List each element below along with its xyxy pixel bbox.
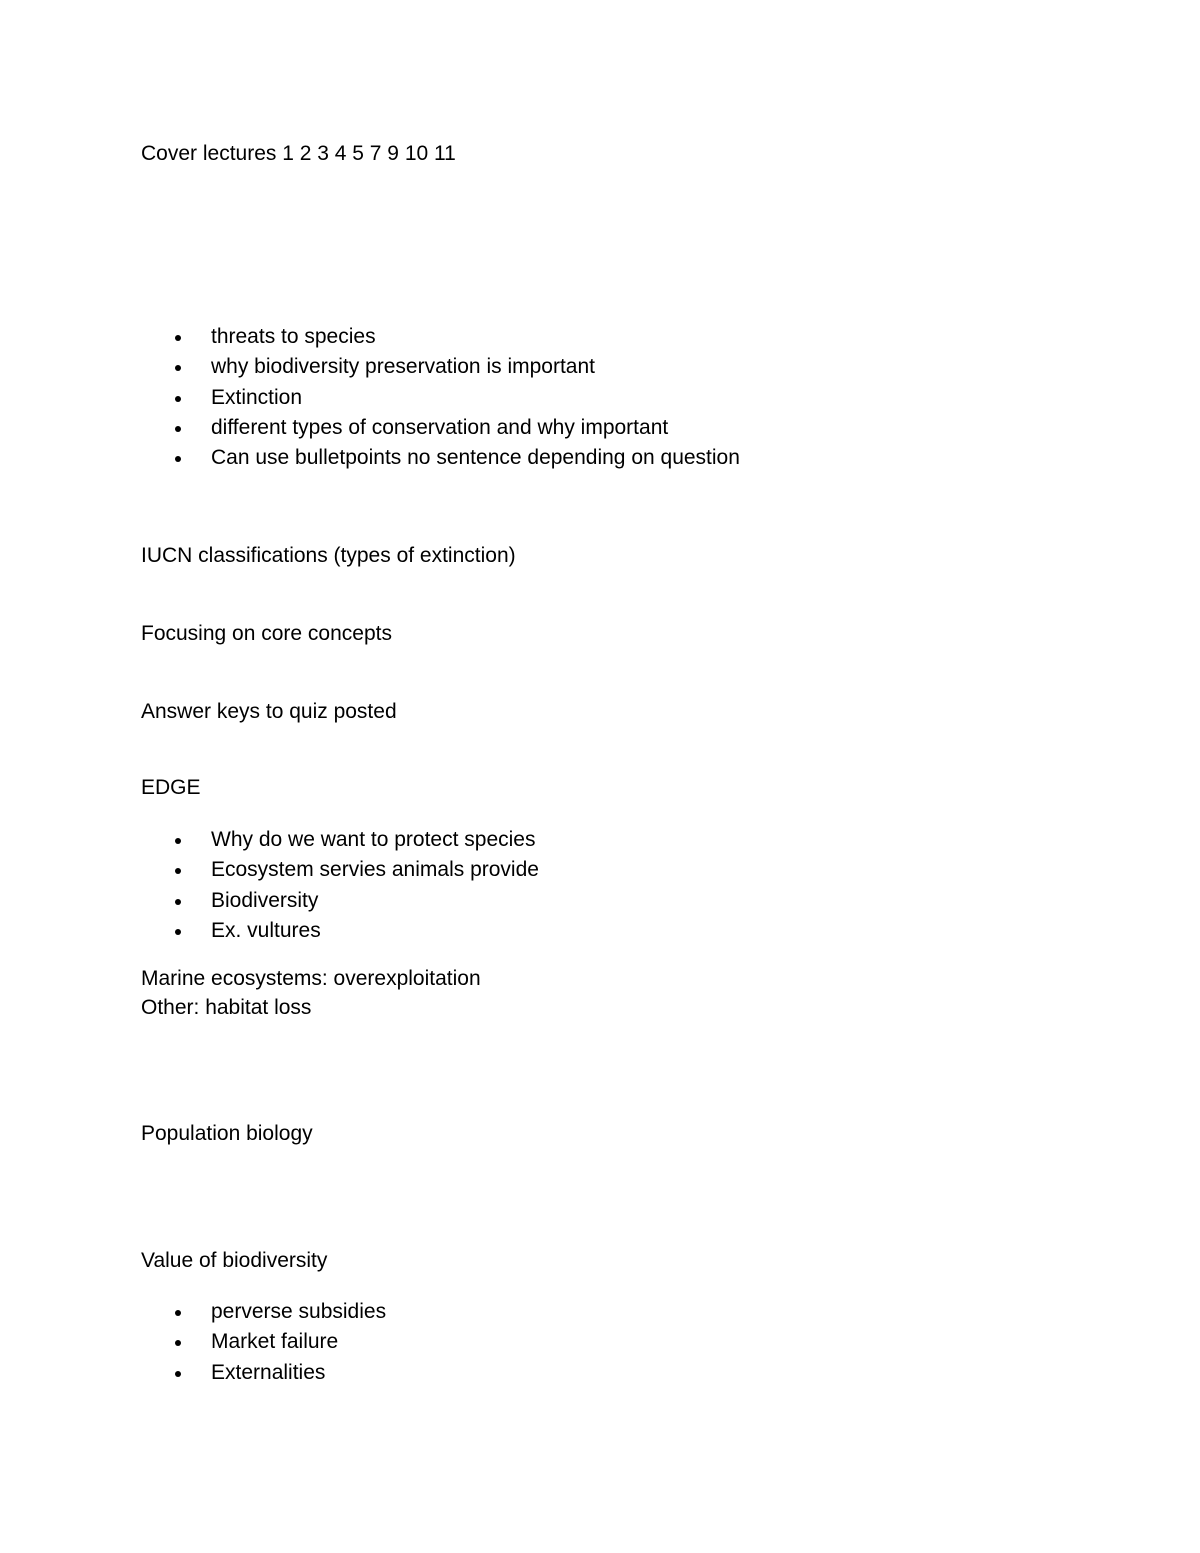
bullet-icon	[175, 929, 181, 935]
bullet-icon	[175, 838, 181, 844]
list-item	[141, 886, 539, 916]
list-item-text: Market failure	[211, 1330, 339, 1354]
list-item	[141, 916, 539, 946]
bullet-icon	[175, 456, 181, 462]
list-item-text: Externalities	[211, 1360, 326, 1384]
bullet-icon	[175, 335, 181, 341]
list-item	[141, 825, 539, 855]
iucn-line: IUCN classifications (types of extinction)	[141, 544, 516, 567]
bullet-list-edge	[141, 825, 539, 946]
list-item-text: Extinction	[211, 385, 303, 409]
list-item	[141, 443, 740, 473]
bullet-icon	[175, 899, 181, 905]
bullet-icon	[175, 396, 181, 402]
list-item	[141, 855, 539, 885]
answer-keys-line: Answer keys to quiz posted	[141, 700, 397, 723]
bullet-icon	[175, 1340, 181, 1346]
list-item	[141, 413, 740, 443]
bullet-icon	[175, 426, 181, 432]
list-item-text: Can use bulletpoints no sentence depending on question	[211, 446, 740, 470]
marine-line: Marine ecosystems: overexploitation	[141, 967, 481, 990]
bullet-icon	[175, 365, 181, 371]
list-item-text: perverse subsidies	[211, 1300, 387, 1323]
other-line: Other: habitat loss	[141, 996, 312, 1019]
list-item	[141, 322, 740, 352]
list-item-text: different types of conservation and why important	[211, 415, 669, 439]
value-heading: Value of biodiversity	[141, 1249, 328, 1272]
bullet-icon	[175, 1310, 181, 1316]
list-item-text: Why do we want to protect species	[211, 828, 536, 851]
bullet-icon	[175, 868, 181, 874]
list-item	[141, 352, 740, 382]
list-item	[141, 1358, 386, 1388]
list-item-text: Biodiversity	[211, 888, 319, 912]
list-item-text: threats to species	[211, 325, 376, 348]
list-item	[141, 1327, 386, 1357]
edge-heading: EDGE	[141, 776, 201, 799]
bullet-icon	[175, 1371, 181, 1377]
bullet-list-topics	[141, 322, 740, 473]
list-item	[141, 1297, 386, 1327]
list-item	[141, 383, 740, 413]
list-item-text: Ecosystem servies animals provide	[211, 858, 539, 882]
list-item-text: why biodiversity preservation is important	[211, 355, 595, 379]
list-item-text: Ex. vultures	[211, 918, 321, 942]
focus-line: Focusing on core concepts	[141, 622, 392, 645]
intro-line: Cover lectures 1 2 3 4 5 7 9 10 11	[141, 142, 456, 165]
population-heading: Population biology	[141, 1122, 313, 1145]
bullet-list-value	[141, 1297, 386, 1388]
